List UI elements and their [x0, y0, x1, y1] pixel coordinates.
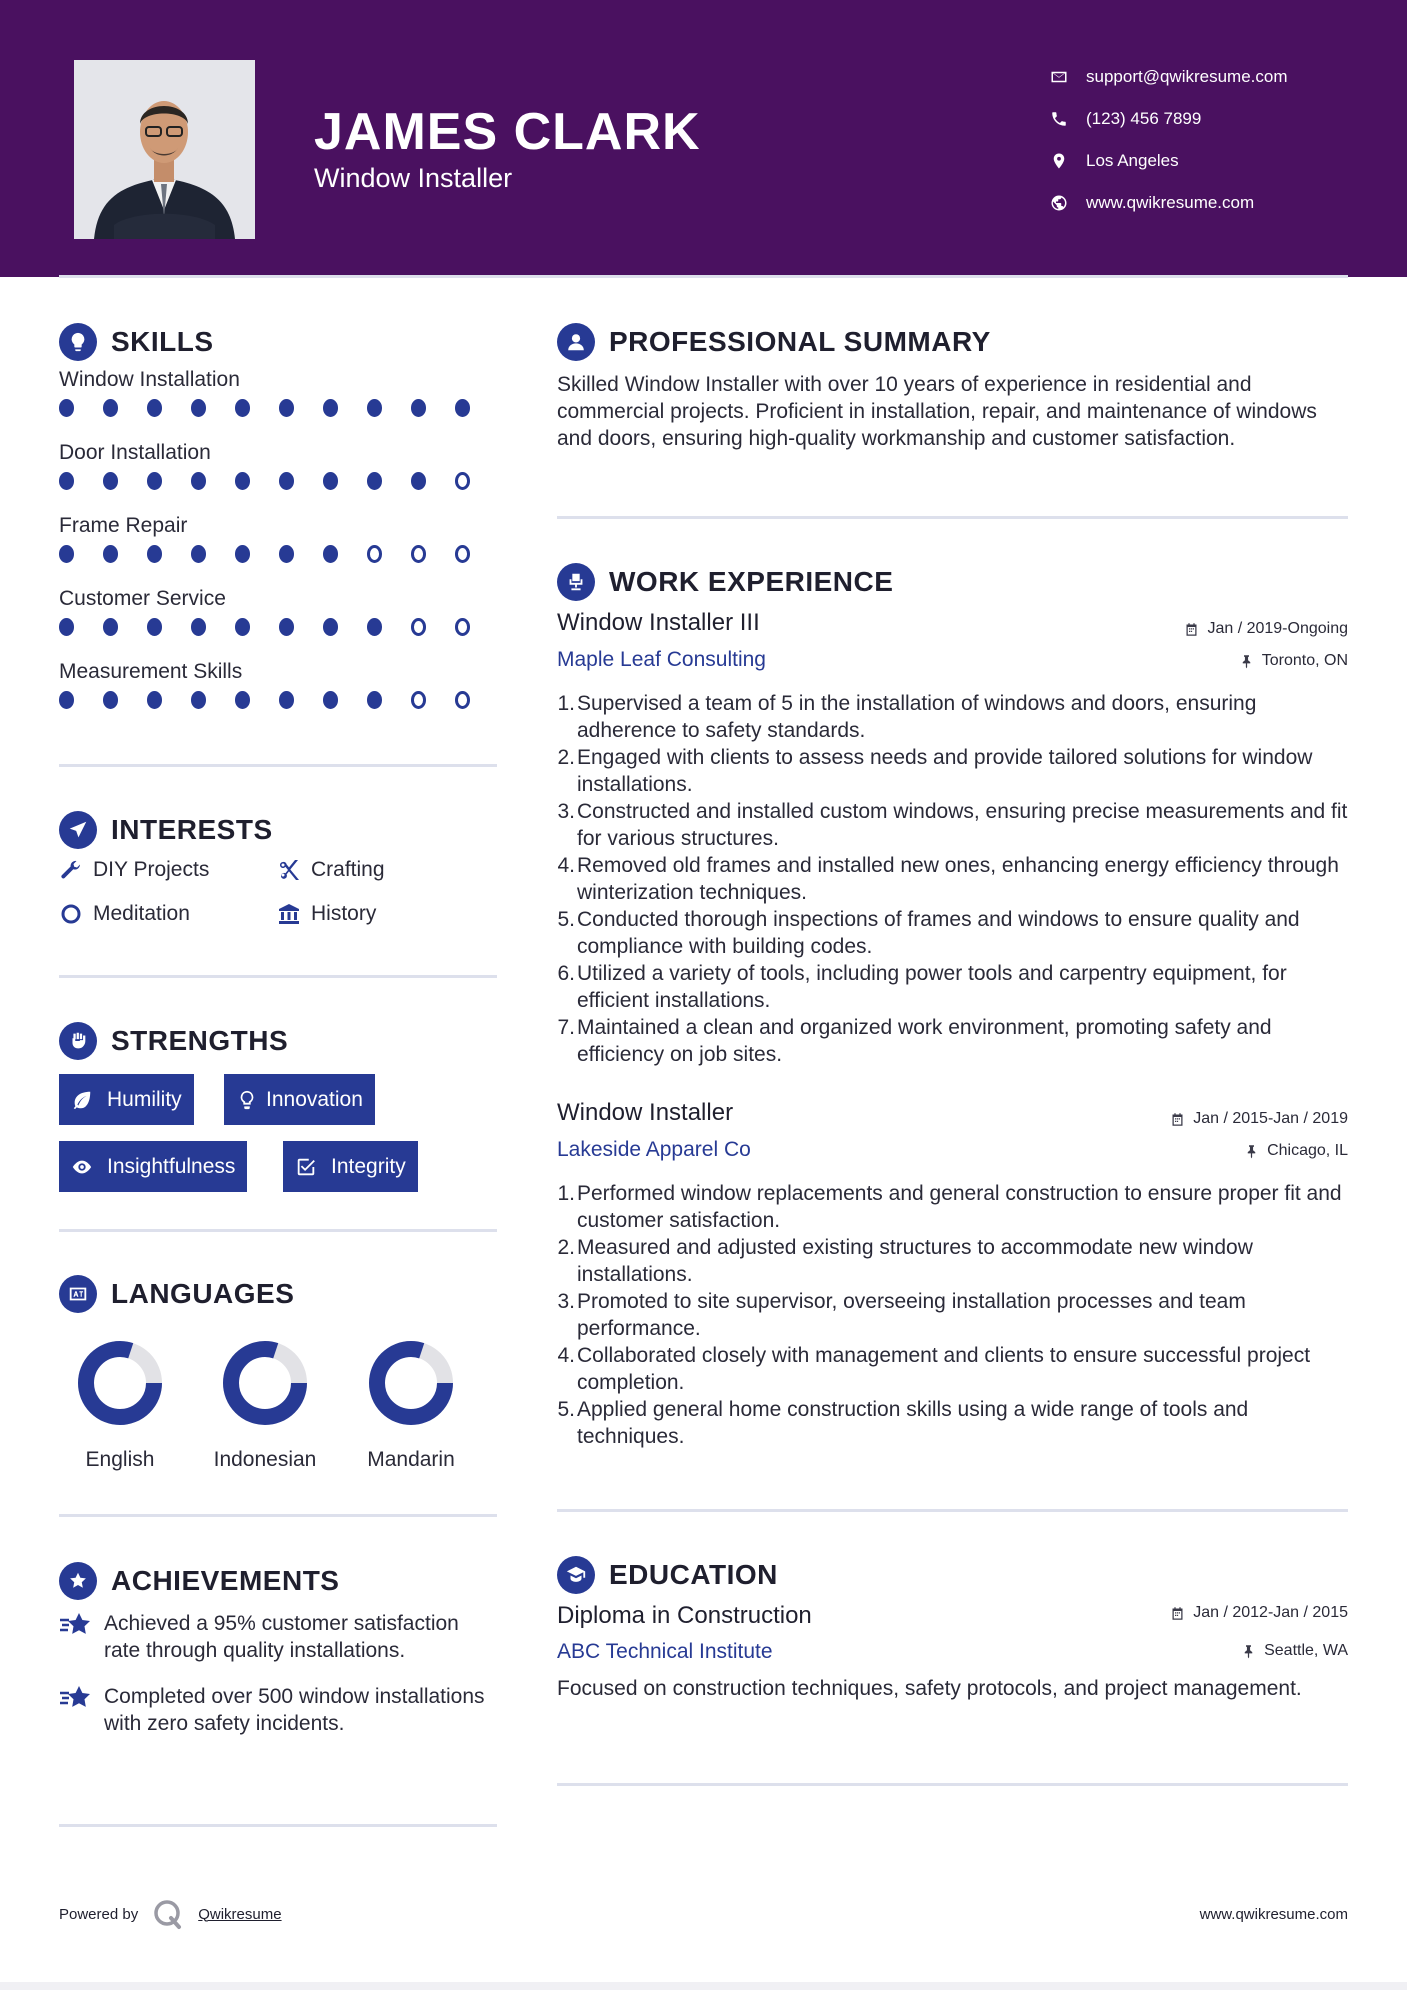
- rating-dot-filled: [103, 691, 118, 709]
- rating-dot-filled: [59, 545, 74, 563]
- rating-dot-filled: [279, 618, 294, 636]
- duty-number: 1.: [557, 692, 575, 715]
- duty-item: [557, 1180, 1357, 1234]
- achievements-title: ACHIEVEMENTS: [111, 1565, 340, 1596]
- office-chair-icon: [557, 563, 595, 601]
- skill-row: [59, 514, 499, 587]
- interest-label: Meditation: [93, 901, 190, 925]
- fist-icon: [59, 1022, 97, 1060]
- duty-text: Removed old frames and installed new ones, enhancing energy efficiency through winterization techniques.: [577, 854, 1339, 904]
- interest-item: [277, 856, 497, 883]
- job-dates-text: Jan / 2019-Ongoing: [1207, 620, 1348, 637]
- interests-title: INTERESTS: [111, 814, 273, 845]
- education-dates-text: Jan / 2012-Jan / 2015: [1193, 1604, 1348, 1621]
- contact-location: [1050, 140, 1380, 182]
- contact-website-text: www.qwikresume.com: [1086, 193, 1255, 212]
- language-icon: [59, 1275, 97, 1313]
- rating-dot-filled: [279, 399, 294, 417]
- rating-dot-filled: [191, 618, 206, 636]
- duty-text: Conducted thorough inspections of frames and windows to ensure quality and compliance with building codes.: [577, 908, 1300, 958]
- strengths-title: STRENGTHS: [111, 1025, 289, 1056]
- education-divider: [557, 1783, 1348, 1786]
- rating-dot-filled: [59, 472, 74, 490]
- candidate-role: Window Installer: [314, 163, 513, 193]
- rating-dot-filled: [235, 545, 250, 563]
- education-location-text: Seattle, WA: [1264, 1642, 1348, 1659]
- strength-tag: [224, 1074, 375, 1125]
- language-item: [200, 1340, 330, 1472]
- interests-divider: [59, 975, 497, 978]
- pushpin-icon: [1239, 654, 1254, 669]
- duty-item: [557, 1288, 1357, 1342]
- rating-dot-filled: [191, 545, 206, 563]
- duty-item: [557, 744, 1357, 798]
- duty-text: Collaborated closely with management and clients to ensure successful project completion.: [577, 1344, 1311, 1394]
- duty-number: 2.: [557, 746, 575, 769]
- achievement-text: Achieved a 95% customer satisfaction rate through quality installations.: [104, 1612, 459, 1662]
- rating-dot-filled: [147, 545, 162, 563]
- rating-dot-filled: [147, 691, 162, 709]
- duty-number: 4.: [557, 854, 575, 877]
- rating-dot-filled: [323, 691, 338, 709]
- rating-dot-filled: [323, 545, 338, 563]
- strength-label: Humility: [107, 1087, 182, 1111]
- skill-name: Measurement Skills: [59, 660, 243, 683]
- skills-heading: [59, 323, 214, 361]
- skill-row: [59, 368, 499, 441]
- museum-icon: [277, 902, 311, 926]
- duty-number: 3.: [557, 800, 575, 823]
- strength-tag: [283, 1141, 418, 1192]
- languages-title: LANGUAGES: [111, 1278, 295, 1309]
- skill-name: Frame Repair: [59, 514, 188, 537]
- location-pin-icon: [1050, 152, 1086, 170]
- rating-dot-empty: [455, 472, 470, 490]
- duty-text: Performed window replacements and general construction to ensure proper fit and customer satisfaction.: [577, 1182, 1342, 1232]
- rating-dot-filled: [367, 399, 382, 417]
- interest-label: History: [311, 901, 377, 925]
- duty-text: Promoted to site supervisor, overseeing installation processes and team performance.: [577, 1290, 1246, 1340]
- skill-rating: [59, 618, 499, 636]
- interests-heading: [59, 811, 273, 849]
- experience-title: WORK EXPERIENCE: [609, 566, 894, 597]
- skills-divider: [59, 764, 497, 767]
- strengths-divider: [59, 1229, 497, 1232]
- duty-number: 6.: [557, 962, 575, 985]
- summary-heading: [557, 323, 991, 361]
- duty-text: Constructed and installed custom windows, ensuring precise measurements and fit for various structures.: [577, 800, 1348, 850]
- job-duties: [557, 1180, 1357, 1450]
- contact-email[interactable]: [1050, 56, 1380, 98]
- duty-text: Measured and adjusted existing structures to accommodate new window installations.: [577, 1236, 1253, 1286]
- rating-dot-filled: [103, 618, 118, 636]
- skill-row: [59, 587, 499, 660]
- skill-row: [59, 441, 499, 514]
- leaf-icon: [71, 1089, 107, 1111]
- education-title: EDUCATION: [609, 1559, 778, 1590]
- language-item: [55, 1340, 185, 1472]
- rating-dot-filled: [59, 618, 74, 636]
- language-name: English: [85, 1448, 155, 1471]
- summary-text: Skilled Window Installer with over 10 years of experience in residential and commercial projects. Proficient in installation, repair, and maintenance of windows and doors, ensuring high-quality workmanship and customer satisfaction.: [557, 373, 1317, 450]
- powered-by-label: Powered by: [59, 1905, 139, 1923]
- language-proficiency-ring: [222, 1340, 308, 1426]
- job-dates: [1170, 1110, 1348, 1128]
- duty-text: Maintained a clean and organized work environment, promoting safety and efficiency on job sites.: [577, 1016, 1272, 1066]
- star-icon: [59, 1610, 104, 1664]
- contact-phone[interactable]: [1050, 98, 1380, 140]
- rating-dot-filled: [191, 472, 206, 490]
- duty-item: [557, 906, 1357, 960]
- degree-title: Diploma in Construction: [557, 1602, 812, 1629]
- job-title: Window Installer III: [557, 609, 760, 636]
- rating-dot-filled: [191, 399, 206, 417]
- interest-item: [59, 856, 277, 883]
- strength-tag: [59, 1141, 247, 1192]
- rating-dot-filled: [235, 691, 250, 709]
- skill-name: Customer Service: [59, 587, 226, 610]
- rating-dot-filled: [323, 399, 338, 417]
- language-name: Indonesian: [213, 1448, 317, 1471]
- skills-title: SKILLS: [111, 326, 214, 357]
- graduate-icon: [557, 1556, 595, 1594]
- rating-dot-filled: [103, 472, 118, 490]
- strength-tag: [59, 1074, 194, 1125]
- language-name: Mandarin: [367, 1448, 455, 1471]
- rating-dot-empty: [367, 545, 382, 563]
- interest-item: [277, 900, 497, 927]
- strength-label: Innovation: [266, 1087, 363, 1111]
- globe-icon: [1050, 194, 1086, 212]
- rating-dot-empty: [455, 545, 470, 563]
- duty-item: [557, 1342, 1357, 1396]
- job-dates: [1184, 620, 1348, 638]
- education-description: Focused on construction techniques, safety protocols, and project management.: [557, 1677, 1302, 1700]
- phone-icon: [1050, 110, 1086, 128]
- profile-photo: [74, 60, 255, 239]
- lightbulb-icon: [236, 1089, 266, 1111]
- skill-row: [59, 660, 499, 733]
- rating-dot-filled: [191, 691, 206, 709]
- duty-text: Supervised a team of 5 in the installation of windows and doors, ensuring adherence to safety standards.: [577, 692, 1257, 742]
- contact-website[interactable]: [1050, 182, 1380, 224]
- skill-rating: [59, 691, 499, 709]
- interest-item: [59, 900, 277, 927]
- duty-item: [557, 798, 1357, 852]
- envelope-icon: [1050, 68, 1086, 86]
- job-location: [1239, 652, 1348, 670]
- job-location-text: Toronto, ON: [1261, 652, 1348, 669]
- summary-title: PROFESSIONAL SUMMARY: [609, 326, 991, 357]
- wrench-icon: [59, 858, 93, 882]
- rating-dot-filled: [323, 472, 338, 490]
- strength-label: Insightfulness: [107, 1154, 236, 1178]
- interest-label: Crafting: [311, 857, 385, 881]
- lightbulb-icon: [59, 323, 97, 361]
- achievement-item: [59, 1683, 499, 1737]
- skill-name: Door Installation: [59, 441, 211, 464]
- rating-dot-filled: [279, 545, 294, 563]
- checkbox-icon: [295, 1156, 331, 1178]
- page-bottom-edge: [0, 1982, 1407, 1990]
- languages-divider: [59, 1514, 497, 1517]
- duty-text: Engaged with clients to assess needs and provide tailored solutions for window installations.: [577, 746, 1313, 796]
- duty-number: 2.: [557, 1236, 575, 1259]
- star-badge-icon: [59, 1562, 97, 1600]
- job-location-text: Chicago, IL: [1267, 1142, 1348, 1159]
- language-proficiency-ring: [77, 1340, 163, 1426]
- job-company: Maple Leaf Consulting: [557, 648, 766, 671]
- duty-item: [557, 690, 1357, 744]
- rating-dot-filled: [235, 472, 250, 490]
- languages-heading: [59, 1275, 294, 1313]
- achievements-heading: [59, 1562, 339, 1600]
- circle-icon: [59, 902, 93, 926]
- duty-text: Utilized a variety of tools, including power tools and carpentry equipment, for efficient installations.: [577, 962, 1287, 1012]
- paper-plane-icon: [59, 811, 97, 849]
- calendar-icon: [1184, 622, 1199, 637]
- rating-dot-filled: [367, 691, 382, 709]
- education-dates: [1170, 1604, 1348, 1622]
- duty-item: [557, 960, 1357, 1014]
- brand-link[interactable]: Qwikresume: [198, 1905, 282, 1923]
- rating-dot-filled: [235, 618, 250, 636]
- rating-dot-filled: [59, 691, 74, 709]
- skill-rating: [59, 399, 499, 417]
- duty-item: [557, 852, 1357, 906]
- rating-dot-filled: [147, 399, 162, 417]
- contact-location-text: Los Angeles: [1086, 151, 1179, 170]
- candidate-name: JAMES CLARK: [314, 103, 701, 161]
- achievements-list: [59, 1610, 499, 1756]
- footer-powered-by: [59, 1898, 282, 1930]
- duty-number: 3.: [557, 1290, 575, 1313]
- interests-list: [59, 856, 499, 927]
- job-location: [1244, 1142, 1348, 1160]
- job-company: Lakeside Apparel Co: [557, 1138, 751, 1161]
- strengths-heading: [59, 1022, 288, 1060]
- duty-text: Applied general home construction skills using a wide range of tools and techniques.: [577, 1398, 1249, 1448]
- duty-number: 4.: [557, 1344, 575, 1367]
- portrait-image: [74, 60, 255, 239]
- rating-dot-filled: [323, 618, 338, 636]
- rating-dot-filled: [367, 618, 382, 636]
- language-item: [346, 1340, 476, 1472]
- footer-website[interactable]: www.qwikresume.com: [1199, 1906, 1348, 1923]
- rating-dot-filled: [103, 545, 118, 563]
- duty-number: 1.: [557, 1182, 575, 1205]
- user-icon: [557, 323, 595, 361]
- rating-dot-filled: [147, 472, 162, 490]
- duty-number: 5.: [557, 908, 575, 931]
- achievements-divider: [59, 1824, 497, 1827]
- skills-list: [59, 368, 499, 733]
- rating-dot-filled: [59, 399, 74, 417]
- rating-dot-filled: [279, 472, 294, 490]
- calendar-icon: [1170, 1606, 1185, 1621]
- rating-dot-filled: [235, 399, 250, 417]
- rating-dot-empty: [455, 618, 470, 636]
- contact-phone-text: (123) 456 7899: [1086, 109, 1202, 128]
- achievement-item: [59, 1610, 499, 1664]
- resume-header: [0, 0, 1407, 277]
- education-heading: [557, 1556, 778, 1594]
- job-title: Window Installer: [557, 1099, 734, 1126]
- job-dates-text: Jan / 2015-Jan / 2019: [1193, 1110, 1348, 1127]
- rating-dot-filled: [411, 472, 426, 490]
- duty-item: [557, 1014, 1357, 1068]
- qwikresume-logo-icon: [152, 1898, 184, 1930]
- experience-divider: [557, 1509, 1348, 1512]
- rating-dot-filled: [455, 399, 470, 417]
- rating-dot-empty: [455, 691, 470, 709]
- skill-rating: [59, 472, 499, 490]
- star-icon: [59, 1683, 104, 1737]
- pushpin-icon: [1244, 1144, 1259, 1159]
- rating-dot-empty: [411, 618, 426, 636]
- strength-label: Integrity: [331, 1154, 406, 1178]
- school-name: ABC Technical Institute: [557, 1640, 773, 1663]
- skill-name: Window Installation: [59, 368, 240, 391]
- summary-divider: [557, 516, 1348, 519]
- rating-dot-empty: [411, 691, 426, 709]
- calendar-icon: [1170, 1112, 1185, 1127]
- rating-dot-filled: [367, 472, 382, 490]
- experience-heading: [557, 563, 893, 601]
- scissors-icon: [277, 858, 311, 882]
- skill-rating: [59, 545, 499, 563]
- rating-dot-filled: [279, 691, 294, 709]
- contact-email-text: support@qwikresume.com: [1086, 67, 1288, 86]
- job-duties: [557, 690, 1357, 1068]
- rating-dot-filled: [147, 618, 162, 636]
- achievement-text: Completed over 500 window installations with zero safety incidents.: [104, 1685, 485, 1735]
- rating-dot-filled: [103, 399, 118, 417]
- interest-label: DIY Projects: [93, 857, 210, 881]
- duty-number: 7.: [557, 1016, 575, 1039]
- education-location: [1241, 1642, 1348, 1660]
- rating-dot-empty: [411, 545, 426, 563]
- pushpin-icon: [1241, 1644, 1256, 1659]
- eye-icon: [71, 1156, 107, 1178]
- duty-number: 5.: [557, 1398, 575, 1421]
- language-proficiency-ring: [368, 1340, 454, 1426]
- contact-list: [1050, 56, 1380, 224]
- duty-item: [557, 1234, 1357, 1288]
- header-divider: [59, 275, 1348, 278]
- duty-item: [557, 1396, 1357, 1450]
- rating-dot-filled: [411, 399, 426, 417]
